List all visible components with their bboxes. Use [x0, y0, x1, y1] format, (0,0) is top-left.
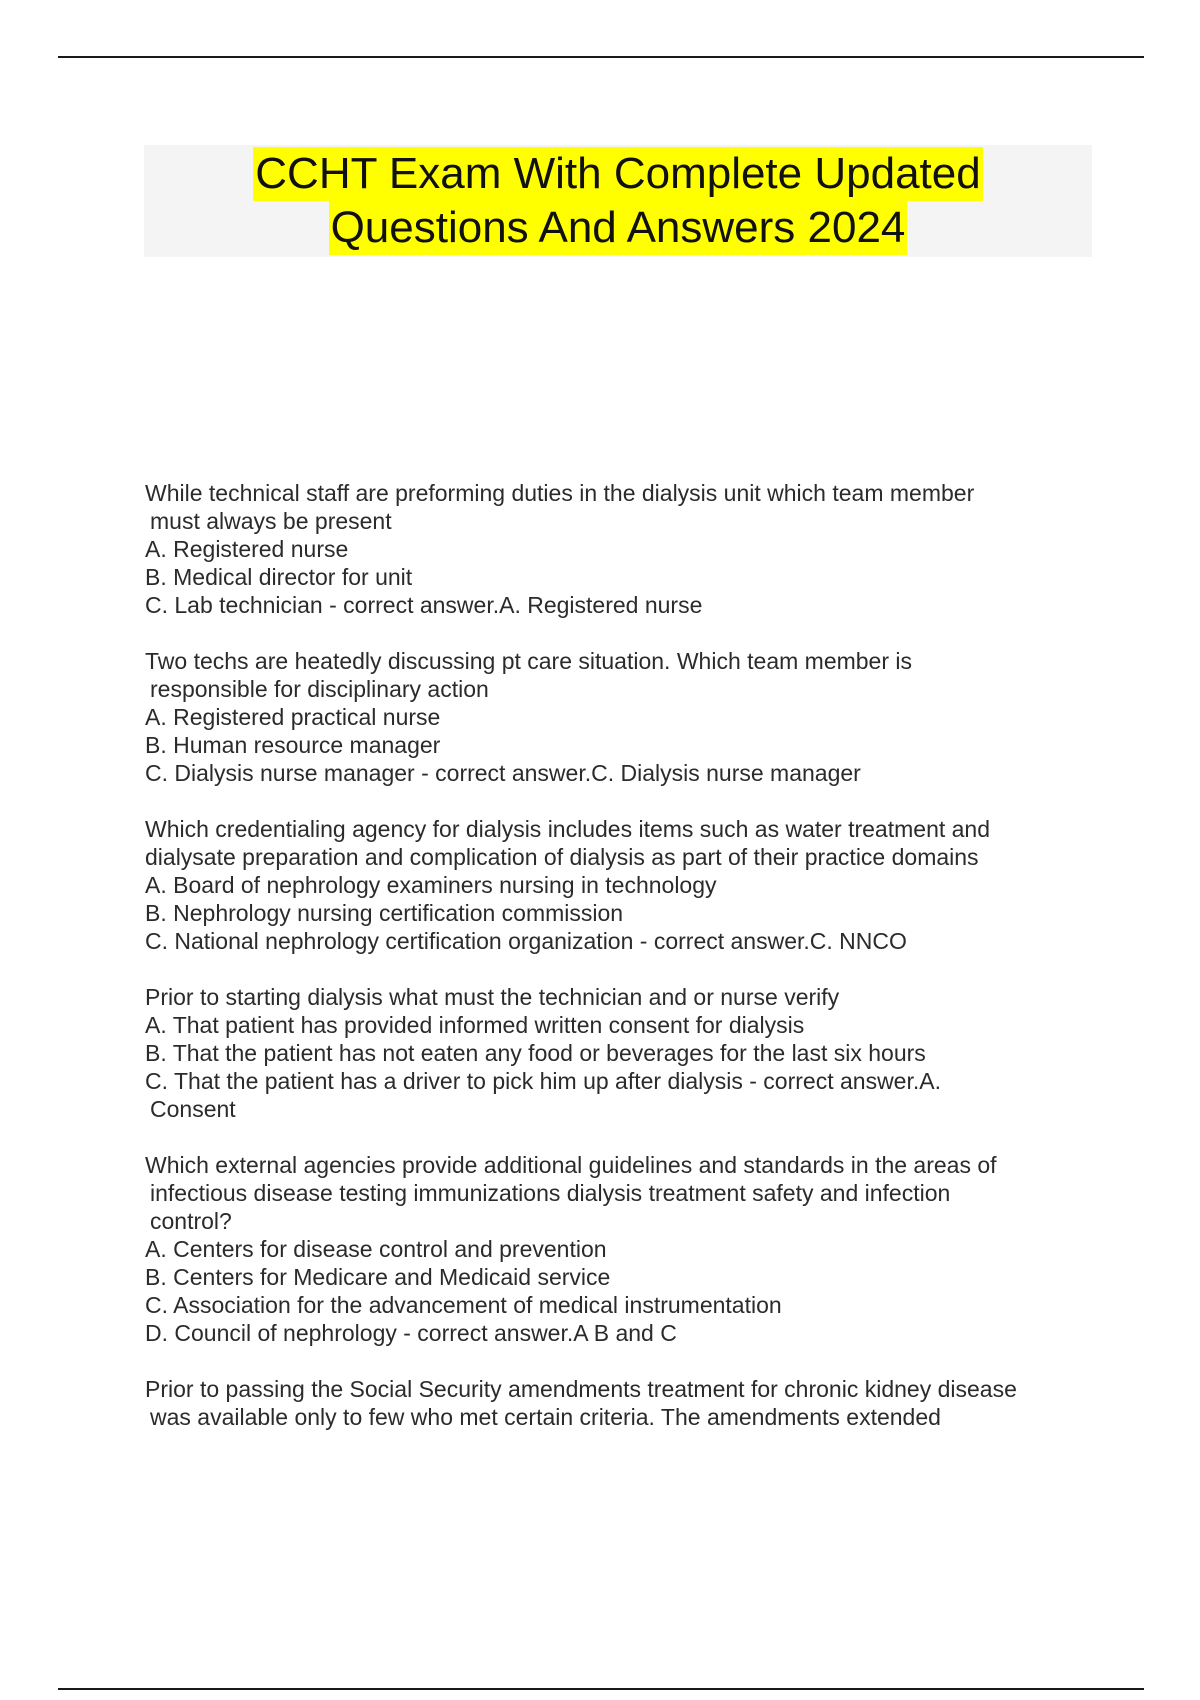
- question-line: dialysate preparation and complication of dialysis as part of their practice domains: [145, 844, 979, 870]
- question-line: B. Nephrology nursing certification commission: [145, 900, 624, 926]
- question-line: Prior to passing the Social Security amendments treatment for chronic kidney disease: [145, 1376, 1017, 1402]
- question-line: A. Board of nephrology examiners nursing in technology: [145, 872, 717, 898]
- question-line: Two techs are heatedly discussing pt care situation. Which team member is: [145, 648, 913, 674]
- top-rule: [58, 56, 1144, 58]
- question-line: must always be present: [150, 508, 392, 534]
- question-line: While technical staff are preforming duties in the dialysis unit which team member: [145, 480, 975, 506]
- question-line: B. Centers for Medicare and Medicaid service: [145, 1264, 611, 1290]
- question-line: A. Registered nurse: [145, 536, 349, 562]
- question-block: [145, 647, 1095, 787]
- question-line: B. That the patient has not eaten any food or beverages for the last six hours: [145, 1040, 926, 1066]
- question-line: C. Dialysis nurse manager - correct answer.C. Dialysis nurse manager: [145, 760, 861, 786]
- question-line: A. Registered practical nurse: [145, 704, 441, 730]
- question-line: was available only to few who met certain criteria. The amendments extended: [150, 1404, 941, 1430]
- question-block: [145, 1151, 1095, 1347]
- question-line: B. Medical director for unit: [145, 564, 413, 590]
- question-block: [145, 479, 1095, 619]
- question-line: responsible for disciplinary action: [150, 676, 489, 702]
- question-line: C. Association for the advancement of medical instrumentation: [145, 1292, 782, 1318]
- document-title-box: [144, 145, 1092, 257]
- question-block: [145, 1375, 1095, 1431]
- question-line: B. Human resource manager: [145, 732, 441, 758]
- question-line: Consent: [150, 1096, 236, 1122]
- question-line: D. Council of nephrology - correct answer.A B and C: [145, 1320, 677, 1346]
- question-line: C. That the patient has a driver to pick him up after dialysis - correct answer.A.: [145, 1068, 941, 1094]
- question-line: control?: [150, 1208, 232, 1234]
- question-block: [145, 815, 1095, 955]
- bottom-rule: [58, 1688, 1144, 1690]
- question-line: Which credentialing agency for dialysis includes items such as water treatment and: [145, 816, 991, 842]
- question-block: [145, 983, 1095, 1123]
- question-line: C. National nephrology certification organization - correct answer.C. NNCO: [145, 928, 907, 954]
- questions-content: [145, 479, 1095, 1459]
- question-line: C. Lab technician - correct answer.A. Registered nurse: [145, 592, 703, 618]
- question-line: infectious disease testing immunizations dialysis treatment safety and infection: [150, 1180, 951, 1206]
- title-line-1: CCHT Exam With Complete Updated: [253, 147, 982, 201]
- question-line: A. That patient has provided informed written consent for dialysis: [145, 1012, 805, 1038]
- question-line: Which external agencies provide additional guidelines and standards in the areas of: [145, 1152, 997, 1178]
- title-line-2: Questions And Answers 2024: [329, 201, 908, 255]
- question-line: A. Centers for disease control and prevention: [145, 1236, 607, 1262]
- question-line: Prior to starting dialysis what must the technician and or nurse verify: [145, 984, 840, 1010]
